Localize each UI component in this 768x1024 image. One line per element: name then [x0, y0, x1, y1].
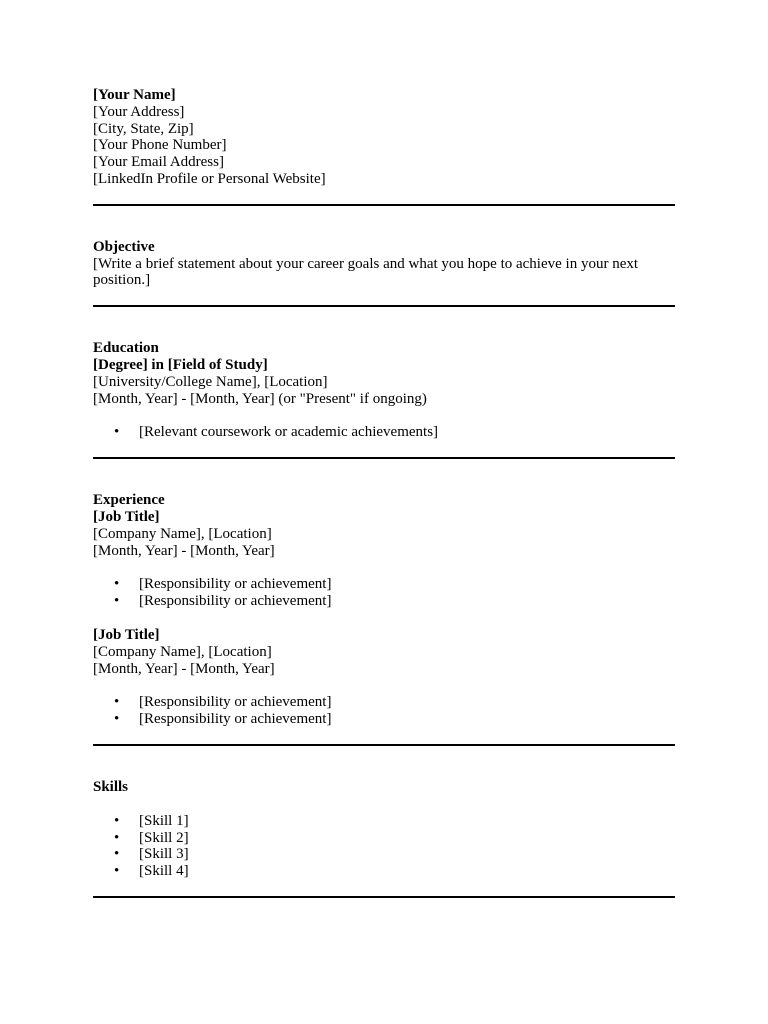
objective-section [93, 239, 675, 289]
education-heading: Education [93, 340, 159, 357]
job-entry [93, 627, 675, 728]
list-item: • [Skill 4] [93, 863, 675, 880]
job-bullet-list [93, 576, 675, 610]
company-line: [Company Name], [Location] [93, 643, 272, 660]
contact-block [93, 87, 675, 188]
job-entry [93, 509, 675, 610]
degree-line: [Degree] in [Field of Study] [93, 356, 268, 373]
job-dates: [Month, Year] - [Month, Year] [93, 542, 275, 559]
job-dates: [Month, Year] - [Month, Year] [93, 660, 275, 677]
list-item: • [Responsibility or achievement] [93, 711, 675, 728]
education-section [93, 340, 675, 441]
experience-section [93, 492, 675, 728]
education-bullet-list [93, 424, 675, 441]
experience-heading: Experience [93, 492, 165, 509]
list-item: • [Skill 3] [93, 846, 675, 863]
objective-text: [Write a brief statement about your career goals and what you hope to achieve in your next position.] [93, 255, 639, 289]
list-item: • [Responsibility or achievement] [93, 593, 675, 610]
skills-heading: Skills [93, 778, 129, 795]
list-item: • [Skill 1] [93, 813, 675, 830]
list-item: • [Responsibility or achievement] [93, 694, 675, 711]
applicant-name: [Your Name] [93, 87, 176, 103]
list-item: • [Relevant coursework or academic achievements] [93, 424, 675, 441]
education-dates: [Month, Year] - [Month, Year] (or "Present" if ongoing) [93, 390, 427, 407]
job-title: [Job Title] [93, 508, 160, 525]
list-item: • [Skill 2] [93, 830, 675, 847]
objective-heading: Objective [93, 238, 155, 255]
school-line: [University/College Name], [Location] [93, 373, 328, 390]
skills-bullet-list [93, 813, 675, 880]
address-line: [Your Address] [93, 103, 185, 120]
job-title: [Job Title] [93, 626, 160, 643]
skills-section [93, 779, 675, 880]
company-line: [Company Name], [Location] [93, 525, 272, 542]
phone-line: [Your Phone Number] [93, 137, 227, 154]
section-divider [93, 896, 675, 898]
website-line: [LinkedIn Profile or Personal Website] [93, 170, 326, 187]
email-line: [Your Email Address] [93, 154, 224, 171]
city-state-zip-line: [City, State, Zip] [93, 120, 194, 137]
job-bullet-list [93, 694, 675, 728]
list-item: • [Responsibility or achievement] [93, 576, 675, 593]
resume-page [93, 87, 675, 898]
